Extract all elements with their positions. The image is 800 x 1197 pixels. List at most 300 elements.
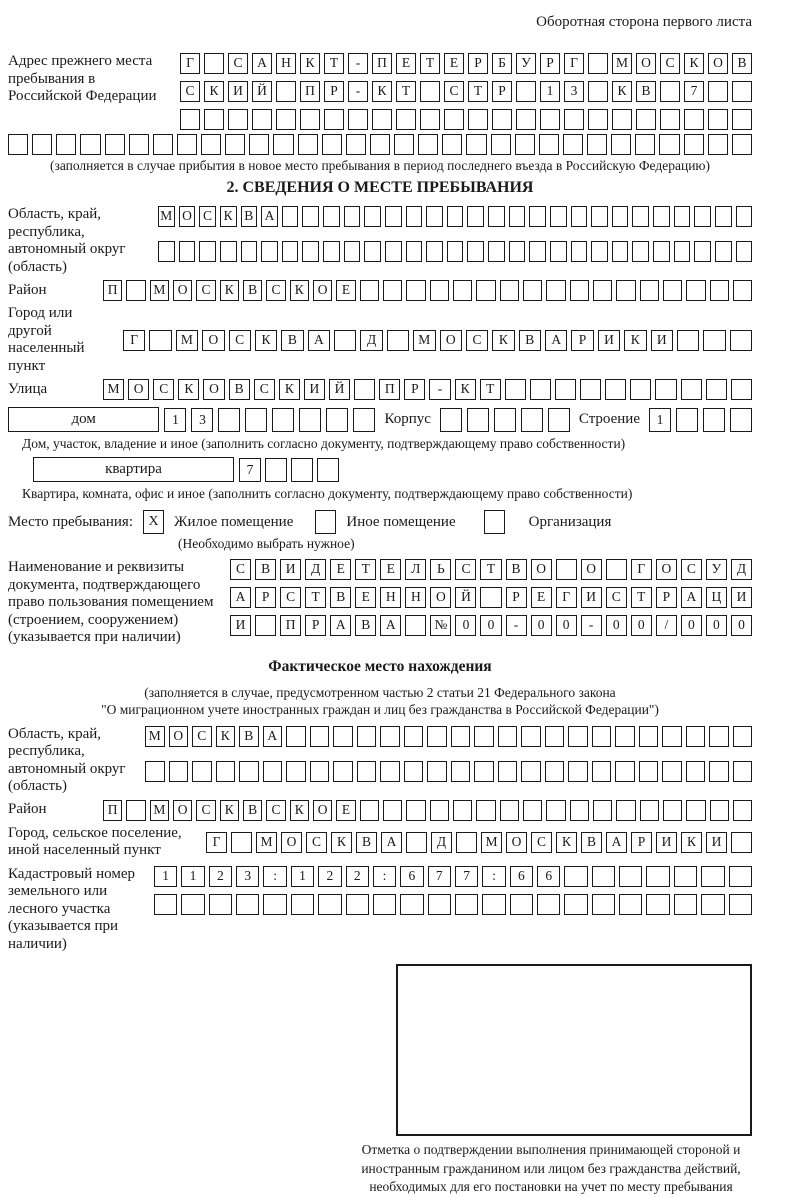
char-cell[interactable]: -: [581, 615, 602, 636]
char-cell[interactable]: О: [173, 800, 192, 821]
char-cell[interactable]: 1: [164, 408, 186, 432]
char-cell[interactable]: 0: [606, 615, 627, 636]
char-cell[interactable]: М: [176, 330, 198, 351]
char-cell[interactable]: С: [199, 206, 216, 227]
char-cell[interactable]: [592, 761, 612, 782]
char-cell[interactable]: О: [708, 53, 728, 74]
char-cell[interactable]: Е: [355, 587, 376, 608]
char-cell[interactable]: [467, 206, 484, 227]
char-cell[interactable]: С: [254, 379, 275, 400]
char-cell[interactable]: 3: [236, 866, 259, 887]
char-cell[interactable]: Г: [631, 559, 652, 580]
char-cell[interactable]: [612, 241, 629, 262]
char-cell[interactable]: К: [290, 280, 309, 301]
char-cell[interactable]: [730, 408, 752, 432]
char-cell[interactable]: С: [606, 587, 627, 608]
char-cell[interactable]: [282, 206, 299, 227]
char-cell[interactable]: Т: [631, 587, 652, 608]
char-cell[interactable]: [555, 379, 576, 400]
char-cell[interactable]: [323, 206, 340, 227]
char-cell[interactable]: 0: [455, 615, 476, 636]
char-cell[interactable]: [276, 109, 296, 130]
char-cell[interactable]: [354, 379, 375, 400]
char-cell[interactable]: 0: [556, 615, 577, 636]
char-cell[interactable]: 0: [631, 615, 652, 636]
char-cell[interactable]: Р: [656, 587, 677, 608]
char-cell[interactable]: О: [430, 587, 451, 608]
char-cell[interactable]: [592, 894, 615, 915]
char-cell[interactable]: Д: [731, 559, 752, 580]
char-cell[interactable]: [676, 408, 698, 432]
char-cell[interactable]: [300, 109, 320, 130]
char-cell[interactable]: [663, 800, 682, 821]
char-cell[interactable]: [404, 761, 424, 782]
char-cell[interactable]: [556, 559, 577, 580]
char-cell[interactable]: [684, 134, 704, 155]
char-cell[interactable]: [333, 726, 353, 747]
char-cell[interactable]: [686, 280, 705, 301]
char-cell[interactable]: К: [290, 800, 309, 821]
char-cell[interactable]: [730, 330, 752, 351]
char-cell[interactable]: [488, 206, 505, 227]
char-cell[interactable]: [201, 134, 221, 155]
char-cell[interactable]: [451, 726, 471, 747]
char-cell[interactable]: [494, 408, 516, 432]
char-cell[interactable]: К: [204, 81, 224, 102]
char-cell[interactable]: [291, 458, 313, 482]
char-cell[interactable]: Е: [330, 559, 351, 580]
char-cell[interactable]: [442, 134, 462, 155]
char-cell[interactable]: С: [660, 53, 680, 74]
char-cell[interactable]: [263, 761, 283, 782]
char-cell[interactable]: О: [281, 832, 302, 853]
char-cell[interactable]: С: [681, 559, 702, 580]
char-cell[interactable]: К: [255, 330, 277, 351]
char-cell[interactable]: [715, 206, 732, 227]
char-cell[interactable]: [126, 800, 145, 821]
char-cell[interactable]: В: [229, 379, 250, 400]
char-cell[interactable]: И: [651, 330, 673, 351]
char-cell[interactable]: [476, 280, 495, 301]
char-cell[interactable]: [380, 761, 400, 782]
char-cell[interactable]: [615, 726, 635, 747]
char-cell[interactable]: [255, 615, 276, 636]
char-cell[interactable]: :: [482, 866, 505, 887]
char-cell[interactable]: [357, 726, 377, 747]
char-cell[interactable]: №: [430, 615, 451, 636]
char-cell[interactable]: К: [220, 206, 237, 227]
char-cell[interactable]: Д: [305, 559, 326, 580]
char-cell[interactable]: В: [281, 330, 303, 351]
char-cell[interactable]: [708, 109, 728, 130]
char-cell[interactable]: Р: [305, 615, 326, 636]
char-cell[interactable]: К: [556, 832, 577, 853]
char-cell[interactable]: [430, 280, 449, 301]
char-cell[interactable]: [619, 866, 642, 887]
char-cell[interactable]: [701, 894, 724, 915]
char-cell[interactable]: [660, 81, 680, 102]
char-cell[interactable]: [635, 134, 655, 155]
char-cell[interactable]: [396, 109, 416, 130]
char-cell[interactable]: Е: [444, 53, 464, 74]
char-cell[interactable]: [632, 206, 649, 227]
char-cell[interactable]: [580, 379, 601, 400]
char-cell[interactable]: [385, 206, 402, 227]
char-cell[interactable]: [619, 894, 642, 915]
char-cell[interactable]: [677, 330, 699, 351]
char-cell[interactable]: С: [280, 587, 301, 608]
char-cell[interactable]: [636, 109, 656, 130]
char-cell[interactable]: И: [228, 81, 248, 102]
char-cell[interactable]: М: [158, 206, 175, 227]
char-cell[interactable]: [663, 280, 682, 301]
char-cell[interactable]: Н: [276, 53, 296, 74]
char-cell[interactable]: [129, 134, 149, 155]
char-cell[interactable]: К: [331, 832, 352, 853]
char-cell[interactable]: [265, 458, 287, 482]
char-cell[interactable]: [380, 726, 400, 747]
char-cell[interactable]: [455, 894, 478, 915]
char-cell[interactable]: К: [220, 800, 239, 821]
char-cell[interactable]: Е: [336, 800, 355, 821]
char-cell[interactable]: [177, 134, 197, 155]
char-cell[interactable]: Т: [480, 559, 501, 580]
char-cell[interactable]: [548, 408, 570, 432]
char-cell[interactable]: [344, 206, 361, 227]
char-cell[interactable]: [430, 800, 449, 821]
char-cell[interactable]: Г: [564, 53, 584, 74]
char-cell[interactable]: [523, 280, 542, 301]
char-cell[interactable]: [640, 800, 659, 821]
char-cell[interactable]: [709, 726, 729, 747]
char-cell[interactable]: [732, 134, 752, 155]
char-cell[interactable]: К: [300, 53, 320, 74]
char-cell[interactable]: [686, 726, 706, 747]
char-cell[interactable]: М: [481, 832, 502, 853]
char-cell[interactable]: [427, 726, 447, 747]
char-cell[interactable]: [346, 894, 369, 915]
char-cell[interactable]: 1: [649, 408, 671, 432]
char-cell[interactable]: [708, 81, 728, 102]
char-cell[interactable]: О: [440, 330, 462, 351]
char-cell[interactable]: О: [531, 559, 552, 580]
char-cell[interactable]: [587, 134, 607, 155]
char-cell[interactable]: В: [636, 81, 656, 102]
char-cell[interactable]: [729, 866, 752, 887]
char-cell[interactable]: Т: [420, 53, 440, 74]
char-cell[interactable]: [568, 726, 588, 747]
char-cell[interactable]: И: [280, 559, 301, 580]
char-cell[interactable]: [394, 134, 414, 155]
char-cell[interactable]: [640, 280, 659, 301]
char-cell[interactable]: А: [263, 726, 283, 747]
char-cell[interactable]: [612, 206, 629, 227]
char-cell[interactable]: С: [229, 330, 251, 351]
char-cell[interactable]: С: [192, 726, 212, 747]
char-cell[interactable]: 2: [209, 866, 232, 887]
char-cell[interactable]: К: [216, 726, 236, 747]
char-cell[interactable]: [732, 81, 752, 102]
char-cell[interactable]: К: [492, 330, 514, 351]
char-cell[interactable]: С: [196, 280, 215, 301]
char-cell[interactable]: С: [230, 559, 251, 580]
char-cell[interactable]: 6: [510, 866, 533, 887]
char-cell[interactable]: [456, 832, 477, 853]
char-cell[interactable]: О: [581, 559, 602, 580]
char-cell[interactable]: К: [681, 832, 702, 853]
char-cell[interactable]: Г: [206, 832, 227, 853]
char-cell[interactable]: [334, 330, 356, 351]
char-cell[interactable]: С: [196, 800, 215, 821]
char-cell[interactable]: [322, 134, 342, 155]
char-cell[interactable]: О: [203, 379, 224, 400]
char-cell[interactable]: К: [220, 280, 239, 301]
char-cell[interactable]: [357, 761, 377, 782]
char-cell[interactable]: [476, 800, 495, 821]
char-cell[interactable]: Л: [405, 559, 426, 580]
char-cell[interactable]: М: [413, 330, 435, 351]
char-cell[interactable]: [8, 134, 28, 155]
char-cell[interactable]: [571, 241, 588, 262]
char-cell[interactable]: 7: [428, 866, 451, 887]
char-cell[interactable]: [299, 408, 321, 432]
char-cell[interactable]: [660, 109, 680, 130]
char-cell[interactable]: С: [266, 800, 285, 821]
char-cell[interactable]: [733, 800, 752, 821]
char-cell[interactable]: Е: [336, 280, 355, 301]
char-cell[interactable]: Р: [492, 81, 512, 102]
char-cell[interactable]: В: [239, 726, 259, 747]
char-cell[interactable]: [360, 800, 379, 821]
char-cell[interactable]: [282, 241, 299, 262]
char-cell[interactable]: А: [545, 330, 567, 351]
char-cell[interactable]: П: [372, 53, 392, 74]
char-cell[interactable]: [592, 866, 615, 887]
char-cell[interactable]: [523, 800, 542, 821]
char-cell[interactable]: О: [202, 330, 224, 351]
char-cell[interactable]: К: [624, 330, 646, 351]
char-cell[interactable]: Й: [252, 81, 272, 102]
char-cell[interactable]: [204, 109, 224, 130]
char-cell[interactable]: И: [731, 587, 752, 608]
char-cell[interactable]: [611, 134, 631, 155]
char-cell[interactable]: [154, 894, 177, 915]
char-cell[interactable]: :: [263, 866, 286, 887]
char-cell[interactable]: [263, 894, 286, 915]
char-cell[interactable]: [564, 866, 587, 887]
char-cell[interactable]: Г: [180, 53, 200, 74]
char-cell[interactable]: [169, 761, 189, 782]
char-cell[interactable]: М: [612, 53, 632, 74]
char-cell[interactable]: А: [252, 53, 272, 74]
char-cell[interactable]: [570, 280, 589, 301]
char-cell[interactable]: [444, 109, 464, 130]
char-cell[interactable]: О: [636, 53, 656, 74]
char-cell[interactable]: [149, 330, 171, 351]
char-cell[interactable]: [302, 206, 319, 227]
char-cell[interactable]: [588, 53, 608, 74]
char-cell[interactable]: Р: [631, 832, 652, 853]
char-cell[interactable]: Р: [404, 379, 425, 400]
stay-type-checkbox-residential[interactable]: X: [143, 510, 164, 534]
char-cell[interactable]: Й: [455, 587, 476, 608]
char-cell[interactable]: [216, 761, 236, 782]
char-cell[interactable]: [153, 134, 173, 155]
char-cell[interactable]: [684, 109, 704, 130]
char-cell[interactable]: П: [300, 81, 320, 102]
char-cell[interactable]: М: [256, 832, 277, 853]
char-cell[interactable]: [310, 761, 330, 782]
char-cell[interactable]: [326, 408, 348, 432]
char-cell[interactable]: [588, 109, 608, 130]
char-cell[interactable]: [428, 894, 451, 915]
char-cell[interactable]: [252, 109, 272, 130]
char-cell[interactable]: :: [373, 866, 396, 887]
char-cell[interactable]: [204, 53, 224, 74]
char-cell[interactable]: 7: [239, 458, 261, 482]
char-cell[interactable]: [736, 206, 753, 227]
char-cell[interactable]: 1: [181, 866, 204, 887]
char-cell[interactable]: [694, 206, 711, 227]
char-cell[interactable]: П: [379, 379, 400, 400]
char-cell[interactable]: 0: [480, 615, 501, 636]
char-cell[interactable]: [344, 241, 361, 262]
char-cell[interactable]: [639, 726, 659, 747]
char-cell[interactable]: [32, 134, 52, 155]
char-cell[interactable]: [568, 761, 588, 782]
char-cell[interactable]: Р: [571, 330, 593, 351]
char-cell[interactable]: [80, 134, 100, 155]
char-cell[interactable]: [703, 330, 725, 351]
char-cell[interactable]: В: [581, 832, 602, 853]
char-cell[interactable]: Т: [468, 81, 488, 102]
char-cell[interactable]: [500, 800, 519, 821]
char-cell[interactable]: [694, 241, 711, 262]
char-cell[interactable]: [550, 241, 567, 262]
char-cell[interactable]: [199, 241, 216, 262]
char-cell[interactable]: [480, 587, 501, 608]
char-cell[interactable]: В: [732, 53, 752, 74]
char-cell[interactable]: К: [455, 379, 476, 400]
stay-type-checkbox-organization[interactable]: [484, 510, 505, 534]
char-cell[interactable]: [451, 761, 471, 782]
char-cell[interactable]: [440, 408, 462, 432]
char-cell[interactable]: 7: [455, 866, 478, 887]
char-cell[interactable]: [468, 109, 488, 130]
char-cell[interactable]: [591, 241, 608, 262]
char-cell[interactable]: Р: [506, 587, 527, 608]
char-cell[interactable]: [515, 134, 535, 155]
char-cell[interactable]: [453, 280, 472, 301]
char-cell[interactable]: -: [429, 379, 450, 400]
char-cell[interactable]: [346, 134, 366, 155]
char-cell[interactable]: [616, 280, 635, 301]
char-cell[interactable]: У: [516, 53, 536, 74]
char-cell[interactable]: [180, 109, 200, 130]
char-cell[interactable]: М: [150, 800, 169, 821]
char-cell[interactable]: [612, 109, 632, 130]
char-cell[interactable]: [731, 832, 752, 853]
char-cell[interactable]: 1: [540, 81, 560, 102]
char-cell[interactable]: И: [706, 832, 727, 853]
char-cell[interactable]: Й: [329, 379, 350, 400]
char-cell[interactable]: [360, 280, 379, 301]
char-cell[interactable]: [545, 726, 565, 747]
char-cell[interactable]: [537, 894, 560, 915]
char-cell[interactable]: О: [179, 206, 196, 227]
char-cell[interactable]: [646, 866, 669, 887]
char-cell[interactable]: [491, 134, 511, 155]
char-cell[interactable]: Д: [431, 832, 452, 853]
char-cell[interactable]: [364, 206, 381, 227]
char-cell[interactable]: К: [178, 379, 199, 400]
char-cell[interactable]: [126, 280, 145, 301]
char-cell[interactable]: [509, 206, 526, 227]
char-cell[interactable]: [482, 894, 505, 915]
char-cell[interactable]: [231, 832, 252, 853]
char-cell[interactable]: [385, 241, 402, 262]
char-cell[interactable]: А: [230, 587, 251, 608]
char-cell[interactable]: В: [506, 559, 527, 580]
char-cell[interactable]: Е: [396, 53, 416, 74]
char-cell[interactable]: [606, 559, 627, 580]
char-cell[interactable]: [521, 726, 541, 747]
char-cell[interactable]: [158, 241, 175, 262]
char-cell[interactable]: [659, 134, 679, 155]
char-cell[interactable]: О: [313, 800, 332, 821]
char-cell[interactable]: А: [606, 832, 627, 853]
char-cell[interactable]: М: [150, 280, 169, 301]
char-cell[interactable]: 7: [684, 81, 704, 102]
char-cell[interactable]: [209, 894, 232, 915]
char-cell[interactable]: [521, 761, 541, 782]
char-cell[interactable]: [276, 81, 296, 102]
char-cell[interactable]: [540, 109, 560, 130]
char-cell[interactable]: [593, 800, 612, 821]
char-cell[interactable]: [570, 800, 589, 821]
char-cell[interactable]: [383, 280, 402, 301]
char-cell[interactable]: [509, 241, 526, 262]
char-cell[interactable]: [317, 458, 339, 482]
char-cell[interactable]: В: [519, 330, 541, 351]
char-cell[interactable]: Г: [556, 587, 577, 608]
char-cell[interactable]: [420, 109, 440, 130]
char-cell[interactable]: [736, 241, 753, 262]
char-cell[interactable]: [674, 894, 697, 915]
char-cell[interactable]: [639, 761, 659, 782]
char-cell[interactable]: [715, 241, 732, 262]
char-cell[interactable]: [529, 241, 546, 262]
char-cell[interactable]: С: [444, 81, 464, 102]
char-cell[interactable]: [703, 408, 725, 432]
char-cell[interactable]: С: [306, 832, 327, 853]
char-cell[interactable]: Б: [492, 53, 512, 74]
char-cell[interactable]: [686, 800, 705, 821]
char-cell[interactable]: [706, 379, 727, 400]
char-cell[interactable]: [498, 761, 518, 782]
char-cell[interactable]: [241, 241, 258, 262]
char-cell[interactable]: [318, 894, 341, 915]
char-cell[interactable]: [239, 761, 259, 782]
char-cell[interactable]: [662, 726, 682, 747]
char-cell[interactable]: В: [356, 832, 377, 853]
stay-type-checkbox-other-premises[interactable]: [315, 510, 336, 534]
char-cell[interactable]: [616, 800, 635, 821]
char-cell[interactable]: [733, 280, 752, 301]
char-cell[interactable]: П: [103, 280, 122, 301]
char-cell[interactable]: [632, 241, 649, 262]
char-cell[interactable]: [218, 408, 240, 432]
